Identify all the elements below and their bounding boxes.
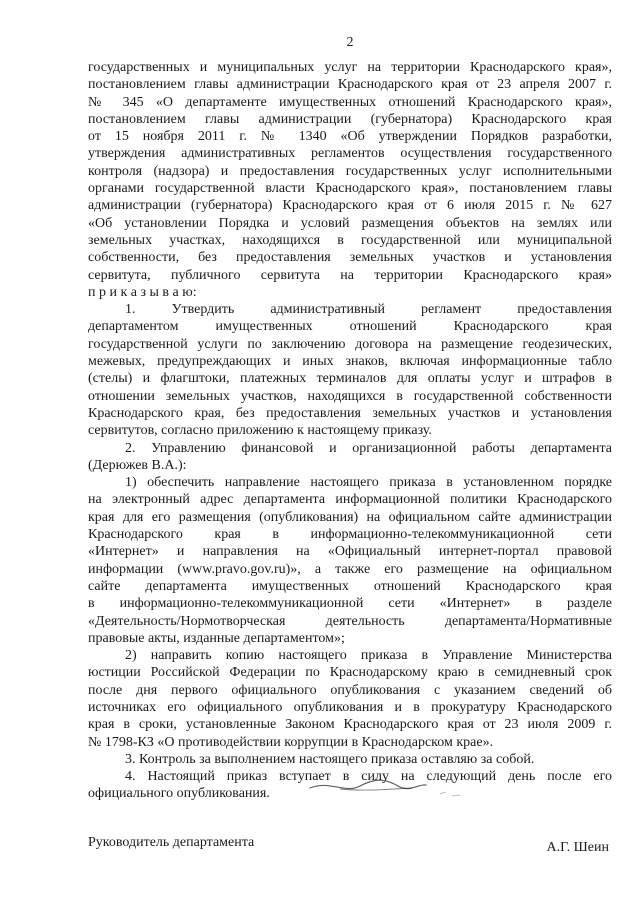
signatory-position: Руководитель департамента <box>88 835 255 850</box>
paragraph-2-start: 2. Управлению финансовой и организационной работы департамента <box>125 440 612 456</box>
body-line: утверждения административных регламентов осуществления государственного <box>88 146 612 162</box>
body-line: после дня первого официального опубликования с указанием сведений об <box>88 682 612 698</box>
body-line: постановлением главы администрации (губернатора) Краснодарского края <box>88 111 612 127</box>
body-line: правовые акты, изданные департаментом»; <box>88 630 345 646</box>
page-number: 2 <box>346 35 354 50</box>
body-line: земельных участках, находящихся в государственной или муниципальной <box>88 232 612 248</box>
body-line: отношении земельных участков, находящихся в государственной собственности <box>88 388 612 404</box>
body-line: администрации (губернатора) Краснодарского края от 6 июля 2015 г. № 627 <box>88 198 612 214</box>
body-line: № 1798-КЗ «О противодействии коррупции в Краснодарском крае». <box>88 734 494 750</box>
paragraph-3: 3. Контроль за выполнением настоящего приказа оставляю за собой. <box>125 751 535 767</box>
order-word: п р и к а з ы в а ю: <box>88 284 197 300</box>
body-line: контроля (надзора) и предоставления государственных услуг исполнительными <box>88 163 612 179</box>
document-body <box>88 59 612 803</box>
body-line: сайте департамента имущественных отношений Краснодарского края <box>88 578 612 594</box>
subparagraph-2-start: 2) направить копию настоящего приказа в Управление Министерства <box>125 648 612 664</box>
paragraph-1-start: 1. Утвердить административный регламент предоставления <box>125 302 612 318</box>
body-line: собственности, без предоставления земельных участков и установления <box>88 250 612 266</box>
body-line: официального опубликования. <box>88 786 270 802</box>
body-line: края в сроки, установленные Законом Краснодарского края от 23 июля 2009 г. <box>88 717 612 733</box>
body-line: органами государственной власти Краснодарского края», постановлением главы <box>88 181 612 197</box>
body-line: «Об установлении Порядка и условий размещения объектов на землях или <box>88 215 612 231</box>
body-line: «Деятельность/Нормотворческая деятельность департамента/Нормативные <box>88 613 612 629</box>
body-line: сервитутов, согласно приложению к настоящему приказу. <box>88 423 432 439</box>
body-line: Краснодарского края, без предоставления земельных участков и установления <box>88 405 612 421</box>
body-line: «Интернет» и направления на «Официальный интернет-портал правовой <box>88 544 612 560</box>
body-line: сервитута, публичного сервитута на территории Краснодарского края» <box>88 267 612 283</box>
subparagraph-1-start: 1) обеспечить направление настоящего приказа в установленном порядке <box>125 475 612 491</box>
body-line: края для его размещения (опубликования) на официальном сайте администрации <box>88 509 612 525</box>
body-line: межевых, предупреждающих и иных знаков, включая информационные табло <box>88 354 612 370</box>
body-line: юстиции Российской Федерации по Краснодарскому краю в семидневный срок <box>88 665 612 681</box>
body-line: постановлением главы администрации Краснодарского края от 23 апреля 2007 г. <box>88 77 612 93</box>
body-line: (стелы) и флагштоки, платежных терминалов для оплаты услуг и штрафов в <box>88 371 612 387</box>
signatory-name: А.Г. Шеин <box>546 840 609 855</box>
body-line: источниках его официального опубликования и в прокуратуру Краснодарского <box>88 699 612 715</box>
body-line: (Дерюжев В.А.): <box>88 457 187 473</box>
body-line: государственной услуги по заключению договора на размещение геодезических, <box>88 336 612 352</box>
body-line: от 15 ноября 2011 г. № 1340 «Об утверждении Порядков разработки, <box>88 129 612 145</box>
body-line: информации (www.pravo.gov.ru)», а также его размещение на официальном <box>88 561 612 577</box>
body-line: № 345 «О департаменте имущественных отношений Краснодарского края», <box>88 94 612 110</box>
body-line: департаментом имущественных отношений Краснодарского края <box>88 319 612 335</box>
body-line: на электронный адрес департамента информационной политики Краснодарского <box>88 492 612 508</box>
body-line: в информационно-телекоммуникационной сети «Интернет» в разделе <box>88 596 612 612</box>
paragraph-4-start: 4. Настоящий приказ вступает в силу на следующий день после его <box>125 769 612 785</box>
body-line: Краснодарского края в информационно-телекоммуникационной сети <box>88 527 612 543</box>
body-line: государственных и муниципальных услуг на территории Краснодарского края», <box>88 60 612 75</box>
